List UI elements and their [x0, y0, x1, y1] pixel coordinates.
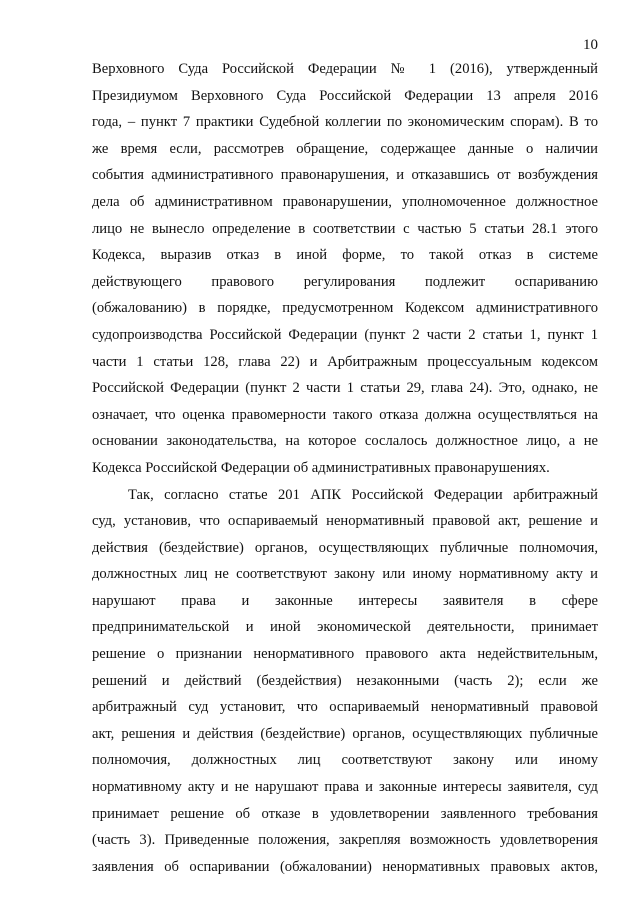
text-line: события административного правонарушения, и отказавшись от возбуждения: [92, 167, 598, 184]
text-line: Так, согласно статье 201 АПК Российской Федерации арбитражный: [128, 486, 598, 503]
text-line: (часть 3). Приведенные положения, закрепляя возможность удовлетворения: [92, 832, 598, 849]
text-line: суд, установив, что оспариваемый ненормативный правовой акт, решение и: [92, 513, 598, 530]
page-number: 10: [583, 37, 598, 53]
text-line: (обжалованию) в порядке, предусмотренном Кодексом административного: [92, 300, 598, 317]
text-line: Кодекса, выразив отказ в иной форме, то такой отказ в системе: [92, 247, 598, 264]
text-line: Верховного Суда Российской Федерации № 1 (2016), утвержденный: [92, 61, 598, 77]
paragraph: [92, 56, 598, 482]
text-line: полномочия, должностных лиц соответствуют закону или иному: [92, 752, 598, 769]
text-line: Президиумом Верховного Суда Российской Федерации 13 апреля 2016: [92, 87, 598, 104]
text-line: нормативному акту и не нарушают права и законные интересы заявителя, суд: [92, 779, 598, 796]
text-line: дела об административном правонарушении, уполномоченное должностное: [92, 193, 598, 210]
paragraph: [92, 482, 598, 881]
text-line: заявления об оспаривании (обжаловании) ненормативных правовых актов,: [92, 858, 598, 875]
document-body: [92, 56, 598, 880]
text-line: лицо не вынесло определение в соответствии с частью 5 статьи 28.1 этого: [92, 220, 598, 237]
text-line: акт, решения и действия (бездействие) органов, осуществляющих публичные: [92, 725, 598, 742]
text-line: части 1 статьи 128, глава 22) и Арбитражным процессуальным кодексом: [92, 353, 598, 370]
text-line: действующего правового регулирования подлежит оспариванию: [92, 273, 598, 290]
text-line: года, – пункт 7 практики Судебной коллегии по экономическим спорам). В то: [92, 114, 598, 131]
text-line: основании законодательства, на которое сослалось должностное лицо, а не: [92, 433, 598, 450]
text-line: Кодекса Российской Федерации об административных правонарушениях.: [92, 459, 550, 476]
text-line: нарушают права и законные интересы заявителя в сфере: [92, 592, 598, 609]
text-line: принимает решение об отказе в удовлетворении заявленного требования: [92, 805, 598, 822]
text-line: предпринимательской и иной экономической деятельности, принимает: [92, 619, 598, 636]
text-line: означает, что оценка правомерности такого отказа должна осуществляться на: [92, 406, 598, 423]
text-line: же время если, рассмотрев обращение, содержащее данные о наличии: [92, 140, 598, 157]
text-line: арбитражный суд установит, что оспариваемый ненормативный правовой: [92, 699, 598, 716]
text-line: Российской Федерации (пункт 2 части 1 статьи 29, глава 24). Это, однако, не: [92, 380, 598, 397]
text-line: действия (бездействие) органов, осуществляющих публичные полномочия,: [92, 539, 598, 556]
text-line: должностных лиц не соответствуют закону или иному нормативному акту и: [92, 566, 598, 583]
text-line: судопроизводства Российской Федерации (пункт 2 части 2 статьи 1, пункт 1: [92, 326, 598, 343]
text-line: решений и действий (бездействия) незаконными (часть 2); если же: [92, 672, 598, 689]
text-line: решение о признании ненормативного правового акта недействительным,: [92, 646, 598, 663]
